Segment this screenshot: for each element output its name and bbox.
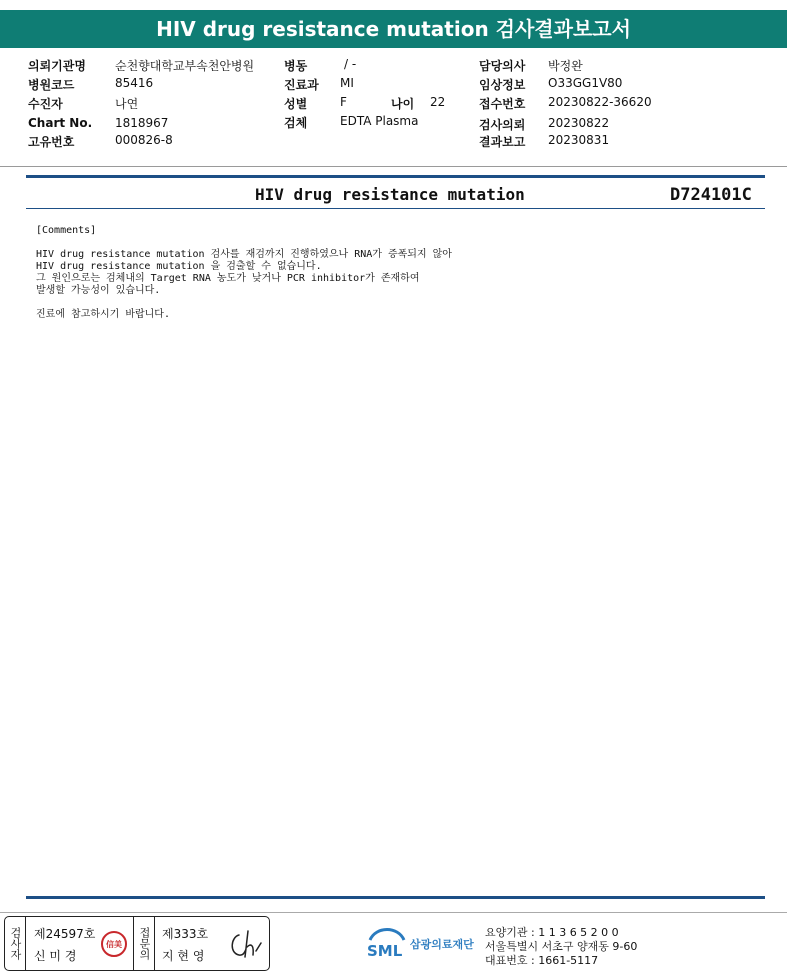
footer-divider [0,912,787,913]
clinical-info-value: O33GG1V80 [548,76,623,90]
sex-value: F [340,95,347,109]
sml-logo [366,924,474,966]
address: 서울특별시 서초구 양재동 9-60 [485,940,638,953]
unique-no-label: 고유번호 [28,135,75,149]
unique-no-value: 000826-8 [115,133,173,147]
comments-heading: [Comments] [36,225,97,236]
ward-value: / - [344,57,357,71]
examiner-seal: 信美 [101,931,127,957]
hospital-value: 순천향대학교부속천안병원 [115,59,255,73]
sex-label: 성별 [284,97,308,111]
closing-remark: 진료에 참고하시기 바랍니다. [36,309,170,320]
header-divider [0,166,787,167]
patient-value: 나연 [115,97,139,111]
report-top-rule [26,175,765,178]
chart-no-value: 1818967 [115,116,169,130]
test-code: D724101C [670,185,752,205]
ward-label: 병동 [284,59,308,73]
examiner-label-text: 검사자 [9,927,22,960]
clinical-info-label: 임상정보 [479,78,526,92]
specimen-value: EDTA Plasma [340,114,419,128]
approver-license-no: 제333호 [162,927,209,941]
test-name-heading: HIV drug resistance mutation [255,185,525,204]
sml-logo-mark [366,924,408,962]
approver-label-text: 접문의 [138,927,151,960]
examiner-license-no: 제24597호 [34,927,96,941]
org-name: 삼광의료재단 [410,938,474,951]
report-date-label: 결과보고 [479,135,526,149]
report-title-rule [26,208,765,209]
approver-signature [225,925,265,963]
examiner-name: 신 미 경 [34,949,77,963]
doctor-label: 담당의사 [479,59,526,73]
report-date-value: 20230831 [548,133,610,147]
phone-no: 대표번호 : 1661-5117 [485,954,599,967]
institution-no: 요양기관 : 1 1 3 6 5 2 0 0 [485,926,619,939]
comment-line: HIV drug resistance mutation 검사를 재검까지 진행하였으나 RNA가 증폭되지 않아 [36,249,452,260]
approver-label [133,917,155,970]
report-bottom-rule [26,896,765,899]
age-label: 나이 [391,97,415,111]
sml-logo-text: SML [367,942,403,960]
hospital-label: 의뢰기관명 [28,59,86,73]
dept-value: MI [340,76,354,90]
chart-no-label: Chart No. [28,116,93,130]
receipt-no-label: 접수번호 [479,97,526,111]
age-value: 22 [430,95,446,109]
approver-name: 지 현 영 [162,949,205,963]
report-title-bar: HIV drug resistance mutation 검사결과보고서 [0,10,787,48]
hospital-code-label: 병원코드 [28,78,75,92]
request-date-label: 검사의뢰 [479,118,526,132]
dept-label: 진료과 [284,78,319,92]
comment-line: 발생할 가능성이 있습니다. [36,285,161,296]
hospital-code-value: 85416 [115,76,154,90]
comment-line: HIV drug resistance mutation 을 검출할 수 없습니다. [36,261,322,272]
comment-line: 그 원인으로는 검체내의 Target RNA 농도가 낮거나 PCR inhibitor가 존재하여 [36,273,420,284]
examiner-label [5,917,26,970]
specimen-label: 검체 [284,116,308,130]
patient-label: 수진자 [28,97,63,111]
signature-box [4,916,270,971]
doctor-value: 박정완 [548,59,583,73]
receipt-no-value: 20230822-36620 [548,95,652,109]
request-date-value: 20230822 [548,116,610,130]
